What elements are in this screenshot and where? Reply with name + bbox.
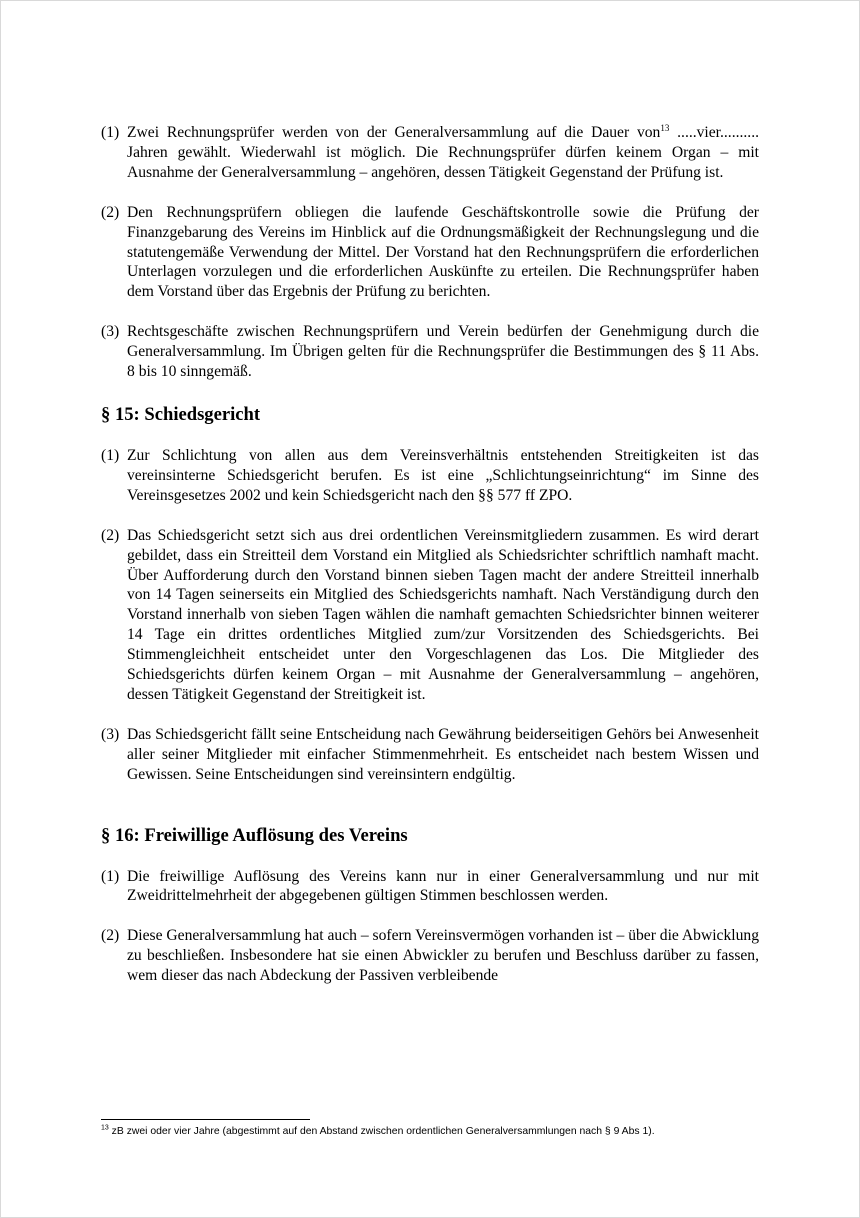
section-16-heading: § 16: Freiwillige Auflösung des Vereins (101, 824, 408, 846)
footnote-number: 13 (101, 1124, 109, 1132)
paragraph-number: (3) (101, 323, 120, 341)
s14-paragraph-2 (101, 203, 759, 303)
paragraph-text: Das Schiedsgericht setzt sich aus drei ordentlichen Vereinsmitgliedern zusammen. Es wird derart gebildet, dass ein Streitteil dem Vorstand ein Mitglied als Schiedsrichter schriftlich namhaft macht. Über Aufforderung durch den Vorstand binnen sieben Tagen macht der andere Streitteil innerhalb von 14 Tagen seinerseits ein Mitglied des Schiedsgerichts namhaft. Nach Verständigung durch den Vorstand innerhalb von sieben Tagen wählen die namhaft gemachten Schiedsrichter binnen weiterer 14 Tage ein drittes ordentliches Mitglied zum/zur Vorsitzenden des Schiedsgerichts. Bei Stimmengleichheit entscheidet unter den Vorgeschlagenen das Los. Die Mitglieder des Schiedsgerichts dürfen keinem Organ – mit Ausnahme der Generalversammlung – angehören, dessen Tätigkeit Gegenstand der Streitigkeit ist. (127, 526, 759, 703)
s14-paragraph-1 (101, 123, 759, 183)
paragraph-text: Den Rechnungsprüfern obliegen die laufende Geschäftskontrolle sowie die Prüfung der Finanzgebarung des Vereins im Hinblick auf die Ordnungsmäßigkeit der Rechnungslegung und die statutengemäße Verwendung der Mittel. Der Vorstand hat den Rechnungsprüfern die erforderlichen Unterlagen vorzulegen und die erforderlichen Auskünfte zu erteilen. Die Rechnungsprüfer haben dem Vorstand über das Ergebnis der Prüfung zu berichten. (127, 203, 759, 301)
paragraph-number: (3) (101, 725, 120, 743)
s15-paragraph-3 (101, 725, 759, 785)
footnote-reference[interactable]: 13 (660, 122, 670, 133)
s16-paragraph-2 (101, 926, 759, 986)
s15-paragraph-1 (101, 446, 759, 506)
paragraph-number: (1) (101, 867, 120, 885)
footnote-text: zB zwei oder vier Jahre (abgestimmt auf den Abstand zwischen ordentlichen Generalversammlungen nach § 9 Abs 1). (108, 1126, 655, 1137)
paragraph-text: Zwei Rechnungsprüfer werden von der Generalversammlung auf die Dauer von (127, 124, 661, 141)
footnote (101, 1125, 761, 1139)
paragraph-text: Rechtsgeschäfte zwischen Rechnungsprüfern und Verein bedürfen der Genehmigung durch die Generalversammlung. Im Übrigen gelten für die Rechnungsprüfer die Bestimmungen des § 11 Abs. 8 bis 10 sinngemäß. (127, 323, 759, 381)
s16-paragraph-1 (101, 867, 759, 907)
paragraph-number: (2) (101, 927, 120, 945)
paragraph-number: (1) (101, 124, 120, 141)
paragraph-number: (1) (101, 446, 120, 464)
page-body (101, 123, 759, 986)
s14-paragraph-3 (101, 322, 759, 382)
paragraph-text: Die freiwillige Auflösung des Vereins kann nur in einer Generalversammlung und nur mit Zweidrittelmehrheit der abgegebenen gültigen Stimmen beschlossen werden. (127, 867, 759, 905)
section-15-heading: § 15: Schiedsgericht (101, 403, 261, 425)
paragraph-text-cont: .....vier.......... Jahren gewählt. Wiederwahl ist möglich. Die Rechnungsprüfer dürfen keinem Organ – mit Ausnahme der Generalversammlung – angehören, dessen Tätigkeit Gegenstand der Prüfung ist. (127, 124, 759, 181)
s15-paragraph-2 (101, 526, 759, 705)
paragraph-text: Zur Schlichtung von allen aus dem Vereinsverhältnis entstehenden Streitigkeiten ist das vereinsinterne Schiedsgericht berufen. Es ist eine „Schlichtungseinrichtung“ im Sinne des Vereinsgesetzes 2002 und kein Schiedsgericht nach den §§ 577 ff ZPO. (127, 446, 759, 504)
paragraph-text: Diese Generalversammlung hat auch – sofern Vereinsvermögen vorhanden ist – über die Abwicklung zu beschließen. Insbesondere hat sie einen Abwickler zu berufen und Beschluss darüber zu fassen, wem dieser das nach Abdeckung der Passiven verbleibende (127, 927, 759, 985)
footnote-separator (101, 1119, 310, 1120)
paragraph-number: (2) (101, 526, 120, 544)
paragraph-text: Das Schiedsgericht fällt seine Entscheidung nach Gewährung beiderseitigen Gehörs bei Anwesenheit aller seiner Mitglieder mit einfacher Stimmenmehrheit. Es entscheidet nach bestem Wissen und Gewissen. Seine Entscheidungen sind vereinsintern endgültig. (127, 725, 759, 783)
paragraph-number: (2) (101, 203, 120, 221)
